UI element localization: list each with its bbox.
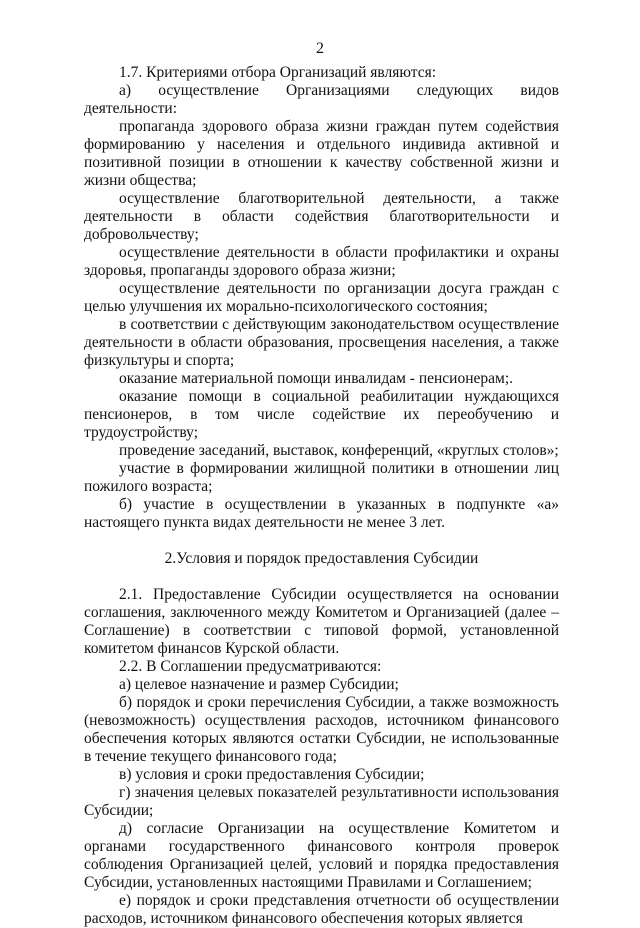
- list-item-activity: пропаганда здорового образа жизни граждан путем содействия формированию у населения и отдельного индивида активной и позитивной позиции в отношении к качеству собственной жизни и жизни общества;: [84, 118, 559, 189]
- list-item-activity: участие в формировании жилищной политики в отношении лиц пожилого возраста;: [84, 460, 559, 495]
- page-number: 2: [316, 40, 324, 57]
- list-item-agreement-term: г) значения целевых показателей результативности использования Субсидии;: [84, 784, 559, 819]
- list-item-agreement-term: б) порядок и сроки перечисления Субсидии, а также возможность (невозможность) осуществления расходов, источником финансового обеспечения которых являются остатки Субсидии, не использованные в течение текущего финансового года;: [84, 694, 559, 765]
- list-item-activity: проведение заседаний, выставок, конференций, «круглых столов»;: [119, 442, 559, 459]
- list-item-activity: оказание материальной помощи инвалидам - пенсионерам;.: [119, 370, 514, 387]
- list-item-agreement-term: а) целевое назначение и размер Субсидии;: [119, 676, 399, 693]
- list-item-agreement-term: д) согласие Организации на осуществление Комитетом и органами государственного финансового контроля проверок соблюдения Организацией целей, условий и порядка предоставления Субсидии, установленных настоящими Правилами и Соглашением;: [84, 820, 559, 891]
- section-2-heading: 2.Условия и порядок предоставления Субсидии: [164, 550, 479, 567]
- paragraph-1-7-a: а) осуществление Организациями следующих видов деятельности:: [84, 82, 559, 117]
- list-item-activity: осуществление деятельности по организации досуга граждан с целью улучшения их морально-психологического состояния;: [84, 280, 559, 315]
- list-item-activity: осуществление благотворительной деятельности, а также деятельности в области содействия благотворительности и добровольчеству;: [84, 190, 559, 243]
- paragraph-1-7: 1.7. Критериями отбора Организаций являются:: [119, 64, 437, 81]
- list-item-agreement-term: е) порядок и сроки представления отчетности об осуществлении расходов, источником финансового обеспечения которых является: [84, 892, 559, 927]
- paragraph-2-1: 2.1. Предоставление Субсидии осуществляется на основании соглашения, заключенного между Комитетом и Организацией (далее – Соглашение) в соответствии с типовой формой, установленной комитетом финансов Курской области.: [84, 586, 559, 657]
- list-item-activity: оказание помощи в социальной реабилитации нуждающихся пенсионеров, в том числе содействие их переобучению и трудоустройству;: [84, 388, 559, 441]
- list-item-activity: осуществление деятельности в области профилактики и охраны здоровья, пропаганды здорового образа жизни;: [84, 244, 559, 279]
- paragraph-2-2: 2.2. В Соглашении предусматриваются:: [119, 658, 382, 675]
- list-item-activity: в соответствии с действующим законодательством осуществление деятельности в области образования, просвещения населения, а также физкультуры и спорта;: [84, 316, 559, 369]
- paragraph-1-7-b: б) участие в осуществлении в указанных в подпункте «а» настоящего пункта видах деятельности не менее 3 лет.: [84, 496, 559, 531]
- list-item-agreement-term: в) условия и сроки предоставления Субсидии;: [119, 766, 425, 783]
- document-body: [84, 64, 559, 928]
